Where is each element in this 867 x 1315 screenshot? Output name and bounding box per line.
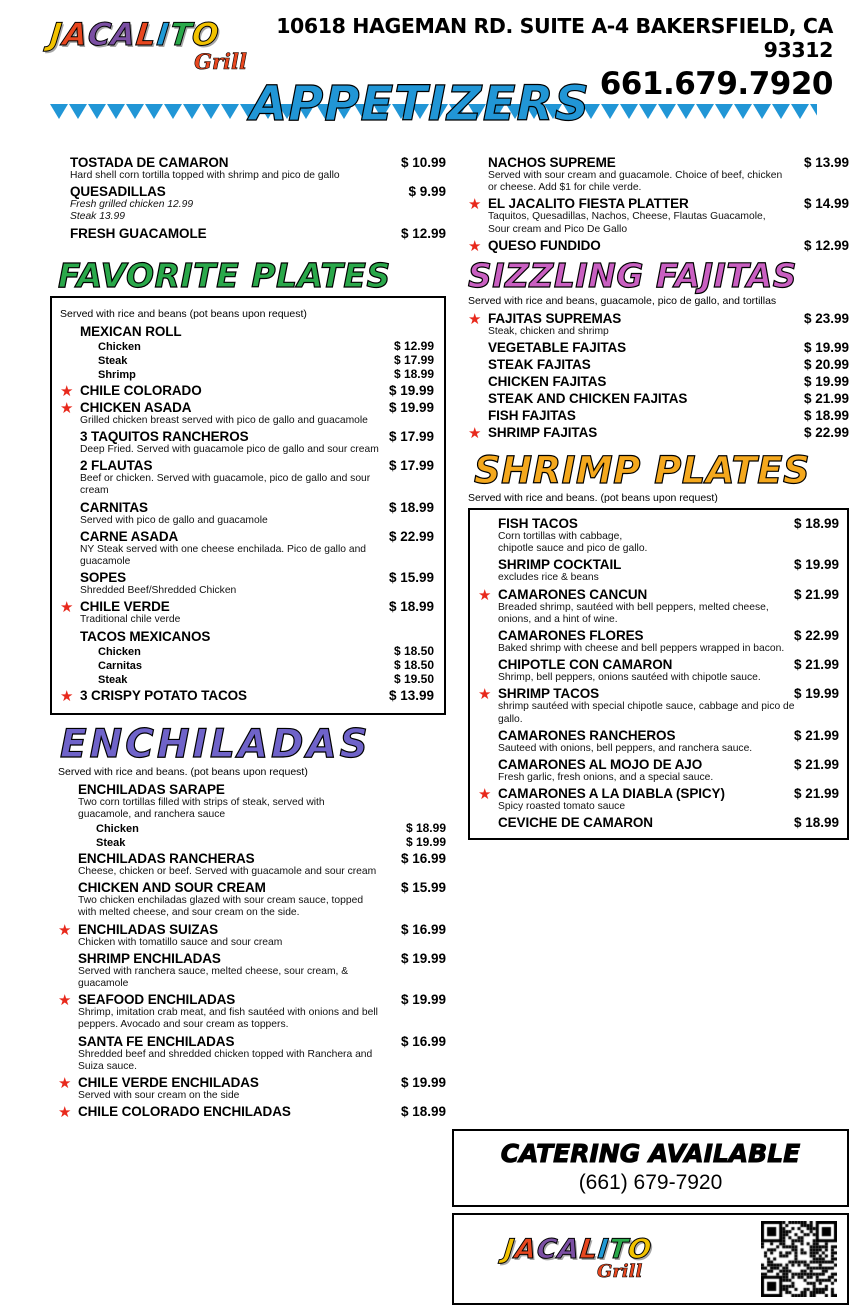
zigzag-tooth [791, 104, 809, 119]
menu-item-price: $ 21.99 [793, 786, 839, 802]
menu-item-variant [80, 339, 434, 353]
menu-item-row [488, 408, 849, 423]
menu-item-row [488, 238, 849, 253]
menu-item-name: CHICKEN FAJITAS [488, 374, 607, 390]
zigzag-tooth [734, 104, 752, 119]
variant-price: $ 18.99 [393, 366, 434, 381]
menu-item-price: $ 23.99 [803, 310, 849, 326]
menu-item-price: $ 21.99 [803, 391, 849, 407]
menu-item-price: $ 18.99 [388, 499, 434, 515]
menu-item-price: $ 19.99 [803, 374, 849, 390]
variant-name: Chicken [98, 645, 141, 658]
zigzag-tooth [677, 104, 695, 119]
menu-item [50, 155, 446, 182]
zigzag-tooth [810, 104, 817, 119]
menu-item-price: $ 19.99 [388, 399, 434, 415]
menu-item [60, 599, 434, 626]
menu-item-row [80, 570, 434, 585]
variant-price: $ 18.50 [393, 643, 434, 658]
menu-item-row [80, 383, 434, 398]
menu-item-name: CHICKEN ASADA [80, 399, 192, 415]
menu-item-name: SHRIMP FAJITAS [488, 425, 598, 441]
shrimp-plates-served-note: Served with rice and beans. (pot beans upon request) [468, 492, 718, 505]
zigzag-tooth [88, 104, 106, 119]
menu-item-row [80, 429, 434, 444]
menu-item [468, 408, 849, 423]
menu-item-row [488, 311, 849, 326]
menu-item-price: $ 18.99 [400, 1104, 446, 1120]
menu-item-name: CAMARONES CANCUN [498, 586, 648, 602]
menu-item-name: CAMARONES AL MOJO DE AJO [498, 757, 703, 773]
menu-item-description: Traditional chile verde [80, 614, 181, 626]
menu-item-price: $ 22.99 [388, 528, 434, 544]
menu-item [50, 184, 446, 223]
menu-item [468, 425, 849, 443]
menu-item-name: CAMARONES RANCHEROS [498, 727, 676, 743]
shrimp-plates-box [468, 508, 849, 840]
menu-item-name: FAJITAS SUPREMAS [488, 310, 622, 326]
menu-item [58, 922, 446, 949]
menu-item-name: SHRIMP COCKTAIL [498, 557, 622, 573]
zigzag-tooth [145, 104, 163, 119]
zigzag-tooth [658, 104, 676, 119]
menu-item [60, 629, 434, 686]
menu-item-name: CARNITAS [80, 499, 148, 515]
variant-name: Chicken [96, 823, 139, 836]
menu-item-price: $ 19.99 [793, 686, 839, 702]
menu-item [60, 688, 434, 703]
appetizers-right-column [446, 155, 849, 255]
enchiladas-served-note: Served with rice and beans. (pot beans upon request) [58, 765, 308, 778]
zigzag-tooth [50, 104, 68, 119]
menu-item-row [80, 500, 434, 515]
menu-item [60, 324, 434, 381]
menu-item-name: SANTA FE ENCHILADAS [78, 1033, 235, 1049]
menu-item-description: Taquitos, Quesadillas, Nachos, Cheese, Flautas Guacamole, Sour cream and Pico De Gallo [488, 211, 766, 235]
menu-item-row [78, 782, 446, 797]
menu-item-price: $ 19.99 [388, 382, 434, 398]
menu-item-row [498, 815, 839, 830]
menu-item-row [78, 880, 446, 895]
menu-item-name: CHILE COLORADO ENCHILADAS [78, 1104, 291, 1120]
menu-item-name: TOSTADA DE CAMARON [70, 155, 229, 170]
menu-item-name: MEXICAN ROLL [80, 323, 182, 339]
menu-item-price: $ 9.99 [408, 184, 446, 200]
variant-price: $ 19.50 [393, 671, 434, 686]
menu-item-row [78, 1104, 446, 1119]
zigzag-tooth [753, 104, 771, 119]
star-icon: ★ [60, 599, 74, 617]
menu-item-name: STEAK AND CHICKEN FAJITAS [488, 391, 688, 407]
menu-item [468, 374, 849, 389]
menu-item [60, 383, 434, 398]
menu-item [478, 587, 839, 626]
menu-item-row [488, 340, 849, 355]
menu-item-price: $ 19.99 [400, 992, 446, 1008]
menu-item-row [498, 557, 839, 572]
menu-item [58, 951, 446, 990]
menu-item-row [80, 324, 434, 339]
star-icon: ★ [60, 399, 74, 417]
menu-item-variant [78, 821, 446, 835]
menu-item-price: $ 20.99 [803, 357, 849, 373]
menu-item-description: Chicken with tomatillo sauce and sour cream [78, 936, 283, 948]
menu-item [478, 557, 839, 584]
zigzag-tooth [126, 104, 144, 119]
star-icon: ★ [478, 786, 492, 804]
menu-item [58, 1075, 446, 1102]
menu-item [58, 992, 446, 1031]
favorite-plates-box [50, 296, 446, 715]
menu-item-price: $ 17.99 [388, 429, 434, 445]
menu-item-row [80, 629, 434, 644]
restaurant-phone: 661.679.7920 [599, 66, 833, 102]
menu-item-description: Spicy roasted tomato sauce [498, 801, 626, 813]
menu-item [468, 340, 849, 355]
menu-item-row [488, 357, 849, 372]
menu-item [468, 357, 849, 372]
menu-item-description: Baked shrimp with cheese and bell peppers wrapped in bacon. [498, 643, 785, 655]
favorite-plates-served-note: Served with rice and beans (pot beans upon request) [60, 307, 307, 320]
zigzag-tooth [107, 104, 125, 119]
menu-item [468, 391, 849, 406]
right-column [446, 255, 849, 1121]
menu-item-name: QUESADILLAS [70, 184, 166, 200]
menu-item [478, 657, 839, 684]
variant-name: Chicken [98, 340, 141, 353]
menu-item-price: $ 18.99 [793, 516, 839, 532]
zigzag-tooth [221, 104, 239, 119]
zigzag-tooth [696, 104, 714, 119]
menu-item-name: CHILE VERDE [80, 599, 170, 615]
menu-item-name: ENCHILADAS SARAPE [78, 781, 225, 797]
menu-item-price: $ 19.99 [793, 557, 839, 573]
menu-item-row [80, 599, 434, 614]
menu-item [60, 400, 434, 427]
menu-item-variant [78, 835, 446, 849]
menu-item-row [488, 425, 849, 440]
enchiladas-list [50, 782, 446, 1120]
menu-item [60, 570, 434, 597]
menu-item-description: Served with ranchera sauce, melted cheese, sour cream, & guacamole [78, 965, 349, 990]
catering-phone: (661) 679-7920 [578, 1171, 723, 1195]
menu-item-name: FRESH GUACAMOLE [70, 225, 207, 241]
menu-item [60, 429, 434, 456]
menu-item [60, 500, 434, 527]
menu-item-description: Deep Fried. Served with guacamole pico de gallo and sour cream [80, 444, 379, 456]
shrimp-plates-list [478, 516, 839, 830]
menu-item-name: SOPES [80, 570, 127, 586]
fajitas-list [468, 310, 849, 443]
menu-item-variant [80, 672, 434, 686]
section-title-shrimp-plates: SHRIMP PLATES [474, 449, 811, 493]
menu-item-name: NACHOS SUPREME [488, 155, 616, 170]
menu-item-description: Two corn tortillas filled with strips of steak, served with guacamole, and ranchera sauce [78, 796, 325, 820]
menu-item-name: CAMARONES A LA DIABLA (SPICY) [498, 786, 725, 802]
menu-item-price: $ 14.99 [803, 196, 849, 212]
menu-item-row [78, 922, 446, 937]
fajitas-served-note: Served with rice and beans, guacamole, pico de gallo, and tortillas [468, 294, 777, 307]
footer-logo [504, 1236, 652, 1282]
menu-item-description: Grilled chicken breast served with pico de gallo and guacamole [80, 414, 368, 426]
menu-item [478, 786, 839, 813]
star-icon: ★ [468, 237, 482, 255]
menu-item-row [80, 529, 434, 544]
menu-item-price: $ 16.99 [400, 851, 446, 867]
menu-item-name: SHRIMP TACOS [498, 686, 600, 702]
menu-item [58, 1104, 446, 1122]
menu-item [468, 196, 849, 235]
menu-item-price: $ 21.99 [793, 586, 839, 602]
menu-item-name: ENCHILADAS RANCHERAS [78, 851, 255, 867]
variant-price: $ 19.99 [405, 835, 446, 850]
menu-item-name: SEAFOOD ENCHILADAS [78, 992, 236, 1008]
catering-box [452, 1129, 849, 1207]
menu-item-row [498, 628, 839, 643]
menu-item-variant [80, 658, 434, 672]
menu-item-row [488, 374, 849, 389]
star-icon: ★ [58, 921, 72, 939]
menu-item-row [498, 686, 839, 701]
menu-item [50, 226, 446, 241]
section-title-appetizers: APPETIZERS [250, 76, 591, 132]
qr-code[interactable] [761, 1221, 837, 1297]
menu-item-name: CHIPOTLE CON CAMARON [498, 657, 673, 673]
zigzag-tooth [164, 104, 182, 119]
menu-item-variant [80, 353, 434, 367]
zigzag-tooth [183, 104, 201, 119]
menu-item [58, 851, 446, 878]
menu-item-name: TACOS MEXICANOS [80, 628, 211, 644]
menu-item-description: Beef or chicken. Served with guacamole, pico de gallo and sour cream [80, 473, 371, 497]
variant-price: $ 12.99 [393, 338, 434, 353]
menu-item-price: $ 10.99 [400, 155, 446, 170]
menu-item-price: $ 21.99 [793, 657, 839, 673]
menu-item-row [498, 728, 839, 743]
menu-item-name: CHICKEN AND SOUR CREAM [78, 880, 266, 896]
variant-price: $ 18.50 [393, 657, 434, 672]
menu-item-row [80, 400, 434, 415]
menu-item-row [498, 757, 839, 772]
menu-item-row [80, 458, 434, 473]
menu-item [478, 686, 839, 725]
menu-item [58, 1034, 446, 1073]
menu-item-price: $ 16.99 [400, 1033, 446, 1049]
menu-item [468, 311, 849, 338]
menu-item-description: Cheese, chicken or beef. Served with guacamole and sour cream [78, 866, 377, 878]
appetizers-left-column [50, 155, 446, 255]
star-icon: ★ [478, 686, 492, 704]
menu-item-price: $ 13.99 [388, 687, 434, 703]
star-icon: ★ [58, 1075, 72, 1093]
menu-item-price: $ 17.99 [388, 458, 434, 474]
menu-item [478, 516, 839, 555]
section-title-favorite-plates: FAVORITE PLATES [58, 255, 391, 295]
menu-item-row [498, 786, 839, 801]
menu-item-row [70, 184, 446, 199]
menu-item-description: Shredded beef and shredded chicken topped with Ranchera and Suiza sauce. [78, 1048, 373, 1072]
menu-item-description: Breaded shrimp, sautéed with bell peppers, melted cheese, onions, and a hint of wine. [498, 601, 769, 625]
menu-item-name: QUESO FUNDIDO [488, 237, 601, 253]
zigzag-tooth [601, 104, 619, 119]
menu-item-price: $ 16.99 [400, 921, 446, 937]
star-icon: ★ [468, 425, 482, 443]
menu-item-row [80, 688, 434, 703]
menu-item-price: $ 19.99 [400, 1075, 446, 1091]
menu-item-variant [80, 644, 434, 658]
menu-item-description: NY Steak served with one cheese enchilada. Pico de gallo and guacamole [80, 543, 367, 568]
menu-item-description: shrimp sautéed with special chipotle sauce, cabbage and pico de gallo. [498, 701, 795, 725]
menu-item-row [78, 1075, 446, 1090]
footer-box [452, 1213, 849, 1305]
menu-item-price: $ 22.99 [803, 425, 849, 441]
menu-item-variant [80, 367, 434, 381]
menu-item-description: Steak, chicken and shrimp [488, 325, 609, 337]
variant-name: Steak [98, 673, 128, 686]
menu-item-row [70, 155, 446, 170]
menu-item-row [498, 587, 839, 602]
menu-item [478, 728, 839, 755]
variant-price: $ 18.99 [405, 821, 446, 836]
variant-name: Steak [96, 837, 126, 850]
menu-item-row [488, 391, 849, 406]
brand-logo [50, 14, 265, 74]
menu-item-price: $ 12.99 [400, 225, 446, 241]
menu-item-name: 3 TAQUITOS RANCHEROS [80, 429, 249, 445]
zigzag-tooth [202, 104, 220, 119]
section-appetizers [0, 155, 867, 255]
menu-item [58, 880, 446, 919]
menu-item-description: Two chicken enchiladas glazed with sour cream sauce, topped with melted cheese, and sour cream on the side. [78, 895, 364, 919]
menu-item-name: CARNE ASADA [80, 528, 179, 544]
menu-item-price: $ 18.99 [388, 599, 434, 615]
menu-body [0, 255, 867, 1121]
star-icon: ★ [478, 586, 492, 604]
star-icon: ★ [468, 310, 482, 328]
menu-item-row [498, 657, 839, 672]
menu-item [478, 815, 839, 830]
menu-item-price: $ 18.99 [803, 408, 849, 424]
zigzag-tooth [69, 104, 87, 119]
menu-item-description: Sauteed with onions, bell peppers, and ranchera sauce. [498, 742, 753, 754]
menu-item [60, 458, 434, 497]
menu-item-price: $ 12.99 [803, 237, 849, 253]
menu-item-price: $ 15.99 [388, 570, 434, 586]
menu-item-description: Served with pico de gallo and guacamole [80, 514, 268, 526]
menu-item-price: $ 18.99 [793, 815, 839, 831]
menu-item-name: SHRIMP ENCHILADAS [78, 950, 221, 966]
zigzag-tooth [620, 104, 638, 119]
logo-wordmark: J A C A L I T O [48, 17, 222, 53]
menu-item [58, 782, 446, 849]
menu-item-name: CHILE COLORADO [80, 382, 202, 398]
star-icon: ★ [60, 382, 74, 400]
menu-item-description: Shrimp, imitation crab meat, and fish sautéed with onions and bell peppers. Avocado and sour cream as toppers. [78, 1007, 378, 1031]
menu-item-name: 2 FLAUTAS [80, 458, 153, 474]
star-icon: ★ [468, 196, 482, 214]
left-column [50, 255, 446, 1121]
footer-logo-subtext: Grill [596, 1261, 643, 1283]
menu-item-price: $ 19.99 [400, 950, 446, 966]
menu-item-description: Fresh grilled chicken 12.99 Steak 13.99 [70, 199, 194, 223]
menu-item-description: Served with sour cream on the side [78, 1090, 240, 1102]
menu-item-name: VEGETABLE FAJITAS [488, 340, 627, 356]
section-title-fajitas: SIZZLING FAJITAS [468, 255, 798, 295]
star-icon: ★ [58, 1104, 72, 1122]
variant-name: Shrimp [98, 368, 136, 381]
menu-item-description: Fresh garlic, fresh onions, and a special sauce. [498, 772, 714, 784]
section-title-enchiladas: ENCHILADAS [60, 721, 371, 767]
menu-item-description: Corn tortillas with cabbage, chipotle sauce and pico de gallo. [498, 531, 648, 555]
logo-subtext: Grill [194, 49, 247, 74]
menu-item-name: 3 CRISPY POTATO TACOS [80, 687, 247, 703]
menu-item-name: CAMARONES FLORES [498, 628, 644, 644]
menu-item [478, 757, 839, 784]
menu-item-name: CHILE VERDE ENCHILADAS [78, 1075, 259, 1091]
menu-item-price: $ 22.99 [793, 628, 839, 644]
zigzag-tooth [772, 104, 790, 119]
menu-item-description: Served with sour cream and guacamole. Choice of beef, chicken or cheese. Add $1 for chile verde. [488, 170, 783, 194]
menu-item-price: $ 13.99 [803, 155, 849, 170]
menu-item-row [78, 1034, 446, 1049]
variant-price: $ 17.99 [393, 352, 434, 367]
menu-item-row [488, 155, 849, 170]
variant-name: Carnitas [98, 659, 143, 672]
menu-item [468, 238, 849, 253]
favorite-plates-list [60, 324, 434, 703]
menu-item-row [488, 196, 849, 211]
star-icon: ★ [60, 687, 74, 705]
menu-item [468, 155, 849, 194]
star-icon: ★ [58, 992, 72, 1010]
menu-item-name: ENCHILADAS SUIZAS [78, 921, 219, 937]
menu-item-row [498, 516, 839, 531]
menu-item-description: Hard shell corn tortilla topped with shrimp and pico de gallo [70, 170, 340, 181]
menu-item-price: $ 21.99 [793, 757, 839, 773]
menu-item-row [78, 992, 446, 1007]
menu-item-description: Shredded Beef/Shredded Chicken [80, 585, 237, 597]
menu-item-name: STEAK FAJITAS [488, 357, 591, 373]
menu-item-row [78, 851, 446, 866]
menu-item-name: EL JACALITO FIESTA PLATTER [488, 196, 689, 212]
restaurant-address: 10618 HAGEMAN RD. SUITE A-4 BAKERSFIELD, CA 93312 [276, 14, 833, 62]
zigzag-tooth [639, 104, 657, 119]
catering-title: CATERING AVAILABLE [500, 1139, 801, 1169]
menu-item-name: FISH FAJITAS [488, 408, 576, 424]
menu-item [60, 529, 434, 568]
menu-item-price: $ 19.99 [803, 340, 849, 356]
menu-item-name: FISH TACOS [498, 516, 578, 532]
menu-item-price: $ 15.99 [400, 880, 446, 896]
menu-item-row [78, 951, 446, 966]
menu-item-price: $ 21.99 [793, 727, 839, 743]
menu-item-description: excludes rice & beans [498, 572, 599, 584]
menu-item-name: CEVICHE DE CAMARON [498, 815, 653, 831]
variant-name: Steak [98, 354, 128, 367]
menu-item-row [70, 226, 446, 241]
menu-item [478, 628, 839, 655]
zigzag-tooth [715, 104, 733, 119]
footer-logo-wordmark: J A C A L I T O [502, 1234, 654, 1266]
menu-item-description: Shrimp, bell peppers, onions sautéed with chipotle sauce. [498, 672, 761, 684]
